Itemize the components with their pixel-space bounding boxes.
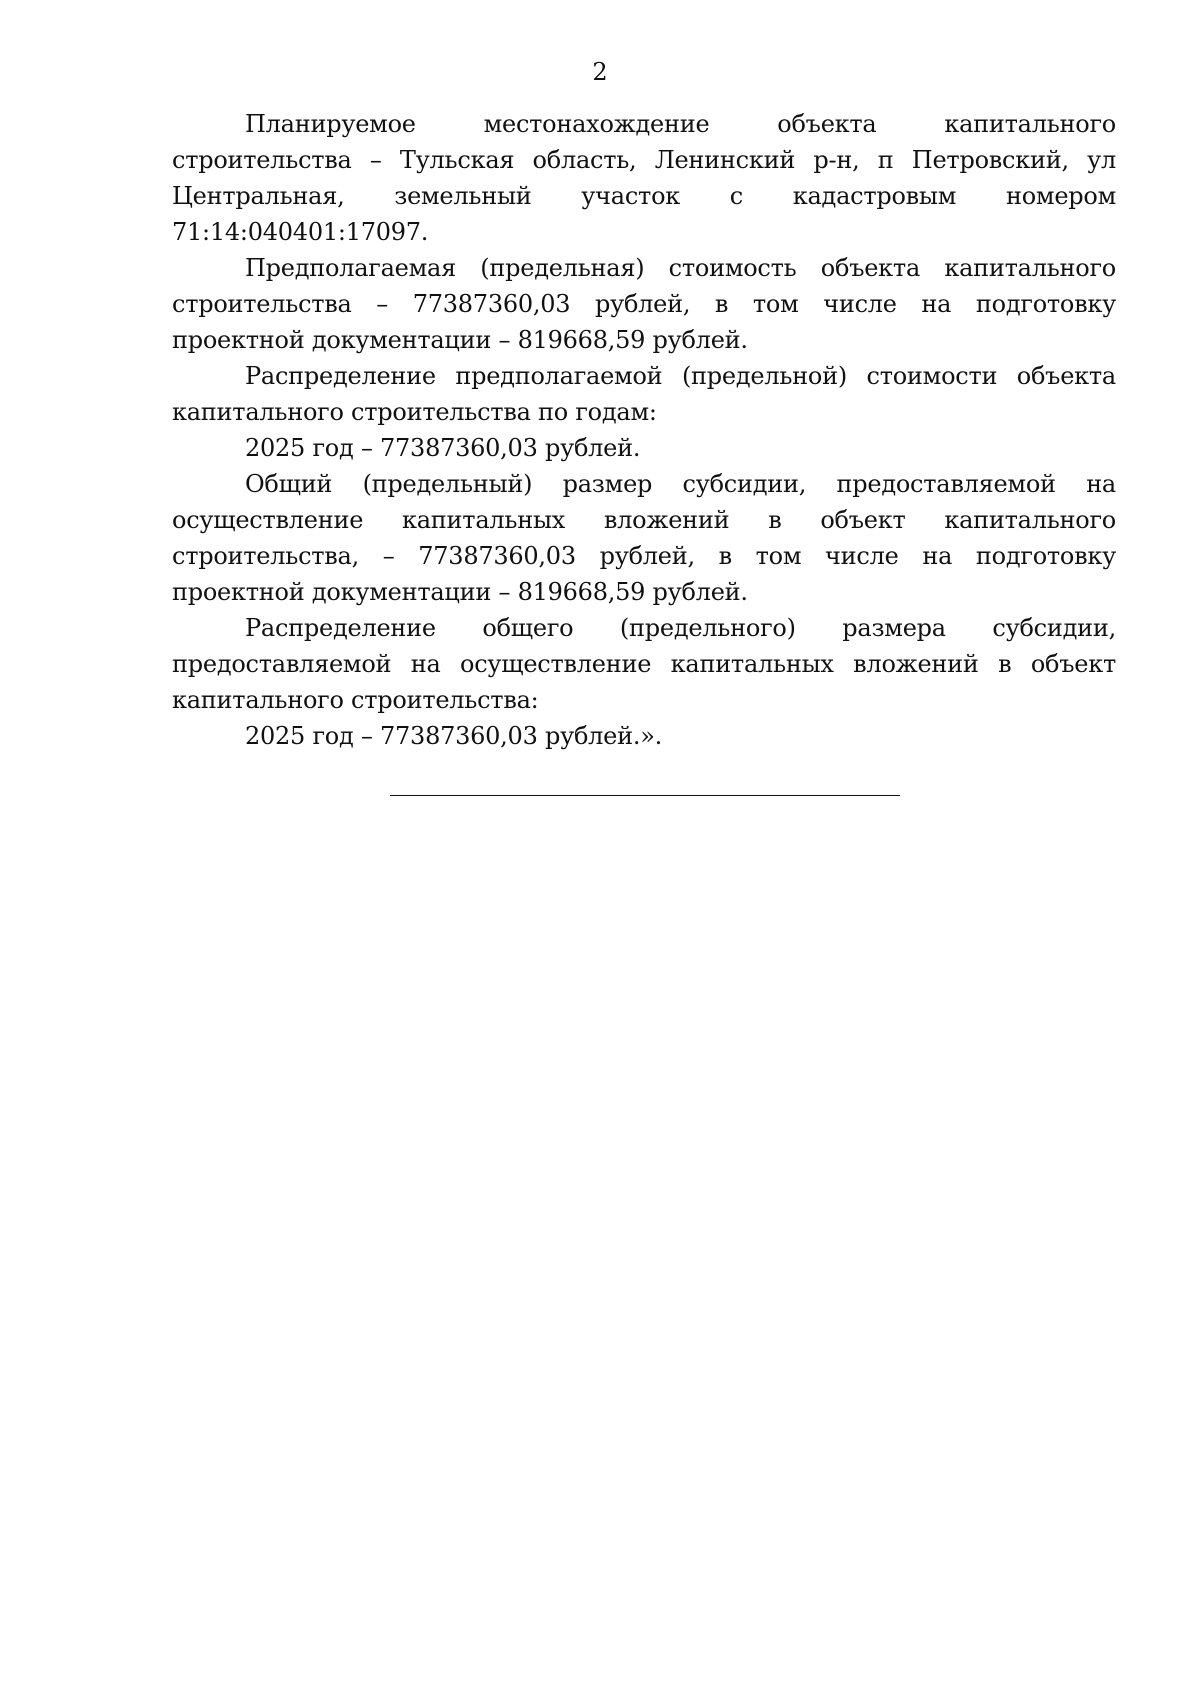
- paragraph-subsidy-size: Общий (предельный) размер субсидии, предоставляемой на осуществление капитальных вложений в объект капитального строительства, – 77387360,03 рублей, в том числе на подготовку проектной документации – 819668,59 рублей.: [172, 470, 1116, 606]
- document-body: [172, 106, 1116, 754]
- paragraph-subsidy-distribution: Распределение общего (предельного) размера субсидии, предоставляемой на осуществление капитальных вложений в объект капитального строительства:: [172, 614, 1116, 714]
- paragraph-cost-year: 2025 год – 77387360,03 рублей.: [245, 434, 641, 462]
- paragraph-estimated-cost: Предполагаемая (предельная) стоимость объекта капитального строительства – 77387360,03 рублей, в том числе на подготовку проектной документации – 819668,59 рублей.: [172, 254, 1116, 354]
- paragraph-location: Планируемое местонахождение объекта капитального строительства – Тульская область, Ленинский р-н, п Петровский, ул Центральная, земельный участок с кадастровым номером 71:14:040401:17097.: [172, 110, 1116, 246]
- page-number: 2: [592, 58, 608, 86]
- paragraph-cost-distribution: Распределение предполагаемой (предельной) стоимости объекта капитального строительства по годам:: [172, 362, 1116, 426]
- closing-rule: [390, 795, 900, 796]
- paragraph-subsidy-year: 2025 год – 77387360,03 рублей.».: [245, 722, 663, 750]
